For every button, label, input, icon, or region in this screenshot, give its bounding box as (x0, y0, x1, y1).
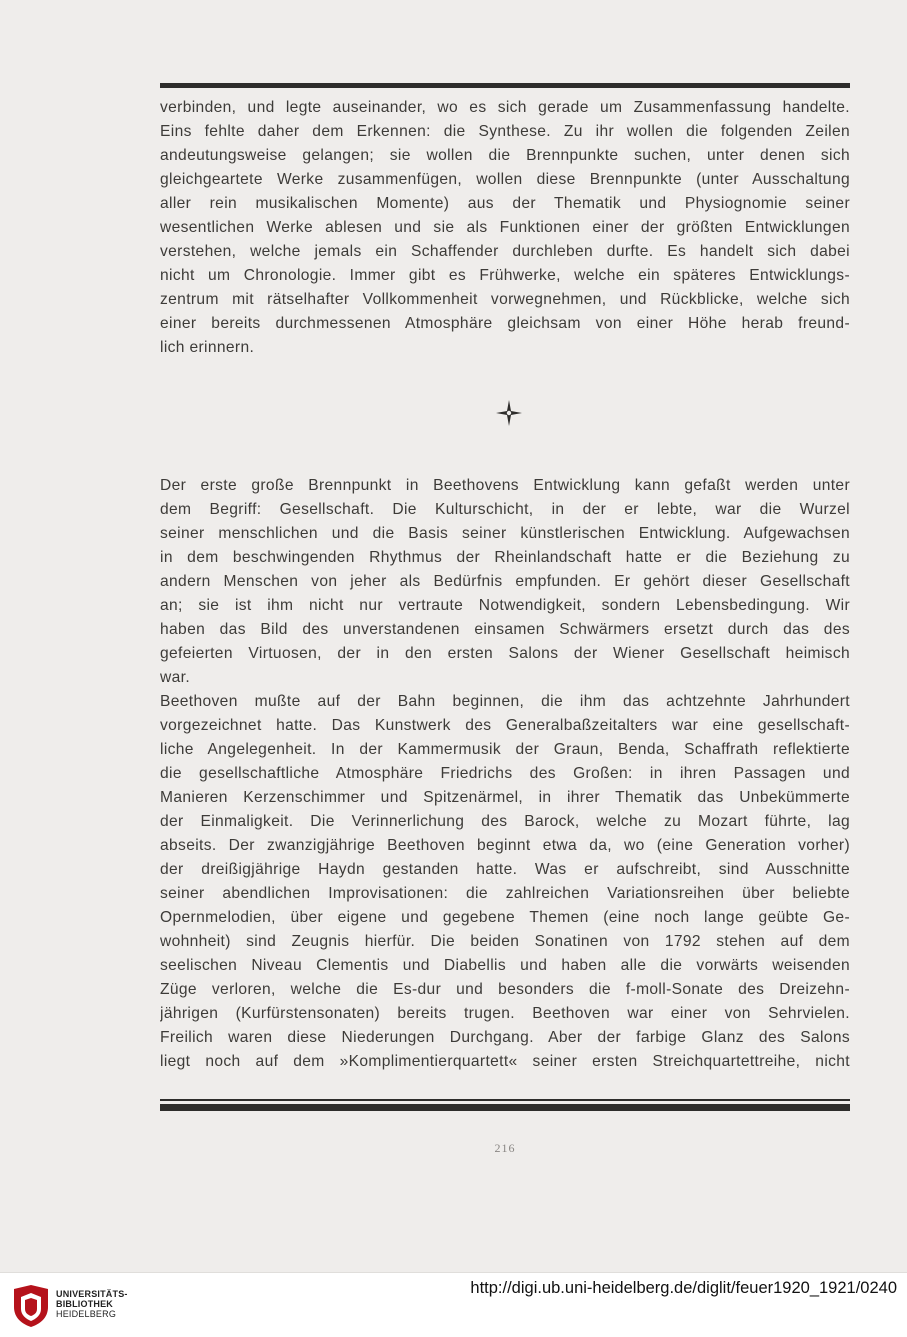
text-line: an; sie ist ihm nicht nur vertraute Notwendigkeit, sondern Lebensbedingung. Wir (160, 597, 850, 614)
permalink-url[interactable]: http://digi.ub.uni-heidelberg.de/diglit/feuer1920_1921/0240 (470, 1279, 897, 1297)
text-line: andern Menschen von jeher als Bedürfnis empfunden. Er gehört dieser Gesellschaft (160, 573, 850, 590)
bottom-rule (160, 1104, 850, 1111)
text-line: lich erinnern. (160, 339, 255, 356)
logo-line: BIBLIOTHEK (56, 1299, 113, 1309)
text-line: haben das Bild des unverstandenen einsamen Schwärmers ersetzt durch das des (160, 621, 850, 638)
four-point-star-ornament-icon (495, 399, 523, 427)
logo-line: UNIVERSITÄTS- (56, 1289, 128, 1299)
paragraph-1 (160, 96, 850, 360)
text-line: aller rein musikalischen Momente) aus der Thematik und Physiognomie seiner (160, 195, 850, 212)
text-line: Der erste große Brennpunkt in Beethovens Entwicklung kann gefaßt werden unter (160, 477, 850, 494)
text-line: dem Begriff: Gesellschaft. Die Kulturschicht, in der er lebte, war die Wurzel (160, 501, 850, 518)
top-rule (160, 83, 850, 88)
text-line: Züge verloren, welche die Es-dur und besonders die f-moll-Sonate des Dreizehn- (160, 981, 850, 998)
text-line: andeutungsweise gelangen; sie wollen die Brennpunkte suchen, unter denen sich (160, 147, 850, 164)
logo-line: HEIDELBERG (56, 1309, 117, 1319)
text-line: verstehen, welche jemals ein Schaffender durchleben durfte. Es handelt sich dabei (160, 243, 850, 260)
text-line: Freilich waren diese Niederungen Durchgang. Aber der farbige Glanz des Salons (160, 1029, 850, 1046)
text-line: liche Angelegenheit. In der Kammermusik der Graun, Benda, Schaffrath reflektierte (160, 741, 850, 758)
text-line: in dem beschwingenden Rhythmus der Rheinlandschaft hatte er die Beziehung zu (160, 549, 850, 566)
text-line: seiner menschlichen und die Basis seiner künstlerischen Entwicklung. Aufgewachsen (160, 525, 850, 542)
university-library-heidelberg-logo-icon[interactable] (10, 1283, 52, 1329)
text-line: Beethoven mußte auf der Bahn beginnen, die ihm das achtzehnte Jahrhundert (160, 693, 850, 710)
text-line: Manieren Kerzenschimmer und Spitzenärmel, in ihrer Thematik das Unbekümmerte (160, 789, 850, 806)
bottom-rule-thin (160, 1099, 850, 1101)
text-line: Opernmelodien, über eigene und gegebene Themen (eine noch lange geübte Ge- (160, 909, 850, 926)
text-line: seiner abendlichen Improvisationen: die zahlreichen Variationsreihen über beliebte (160, 885, 850, 902)
text-line: seelischen Niveau Clementis und Diabellis und haben alle die vorwärts weisenden (160, 957, 850, 974)
text-line: verbinden, und legte auseinander, wo es sich gerade um Zusammenfassung handelte. (160, 99, 850, 116)
text-line: vorgezeichnet hatte. Das Kunstwerk des Generalbaßzeitalters war eine gesellschaft- (160, 717, 850, 734)
text-line: liegt noch auf dem »Komplimentierquartett« seiner ersten Streichquartettreihe, nicht (160, 1053, 850, 1070)
text-line: Eins fehlte daher dem Erkennen: die Synthese. Zu ihr wollen die folgenden Zeilen (160, 123, 850, 140)
text-line: der Einmaligkeit. Die Verinnerlichung des Barock, welche zu Mozart führte, lag (160, 813, 850, 830)
text-line: nicht um Chronologie. Immer gibt es Frühwerke, welche ein späteres Entwicklungs- (160, 267, 850, 284)
page-number: 216 (494, 1141, 516, 1155)
text-line: einer bereits durchmessenen Atmosphäre gleichsam von einer Höhe herab freund- (160, 315, 850, 332)
text-line: gleichgeartete Werke zusammenfügen, wollen diese Brennpunkte (unter Ausschaltung (160, 171, 850, 188)
paragraph-2 (160, 474, 850, 1074)
text-line: gefeierten Virtuosen, der in den ersten Salons der Wiener Gesellschaft heimisch (160, 645, 850, 662)
text-line: die gesellschaftliche Atmosphäre Friedrichs des Großen: in ihren Passagen und (160, 765, 850, 782)
text-line: wohnheit) sind Zeugnis hierfür. Die beiden Sonatinen von 1792 stehen auf dem (160, 933, 850, 950)
text-line: jährigen (Kurfürstensonaten) bereits trugen. Beethoven war einer von Sehrvielen. (160, 1005, 850, 1022)
library-logo-text (56, 1289, 128, 1319)
text-line: war. (160, 669, 190, 686)
text-line: zentrum mit rätselhafter Vollkommenheit vorwegnehmen, und Rückblicke, welche sich (160, 291, 850, 308)
text-line: der dreißigjährige Haydn gestanden hatte. Was er aufschreibt, sind Ausschnitte (160, 861, 850, 878)
text-line: wesentlichen Werke ablesen und sie als Funktionen einer der größten Entwicklungen (160, 219, 850, 236)
text-line: abseits. Der zwanzigjährige Beethoven beginnt etwa da, wo (eine Generation vorher) (160, 837, 850, 854)
